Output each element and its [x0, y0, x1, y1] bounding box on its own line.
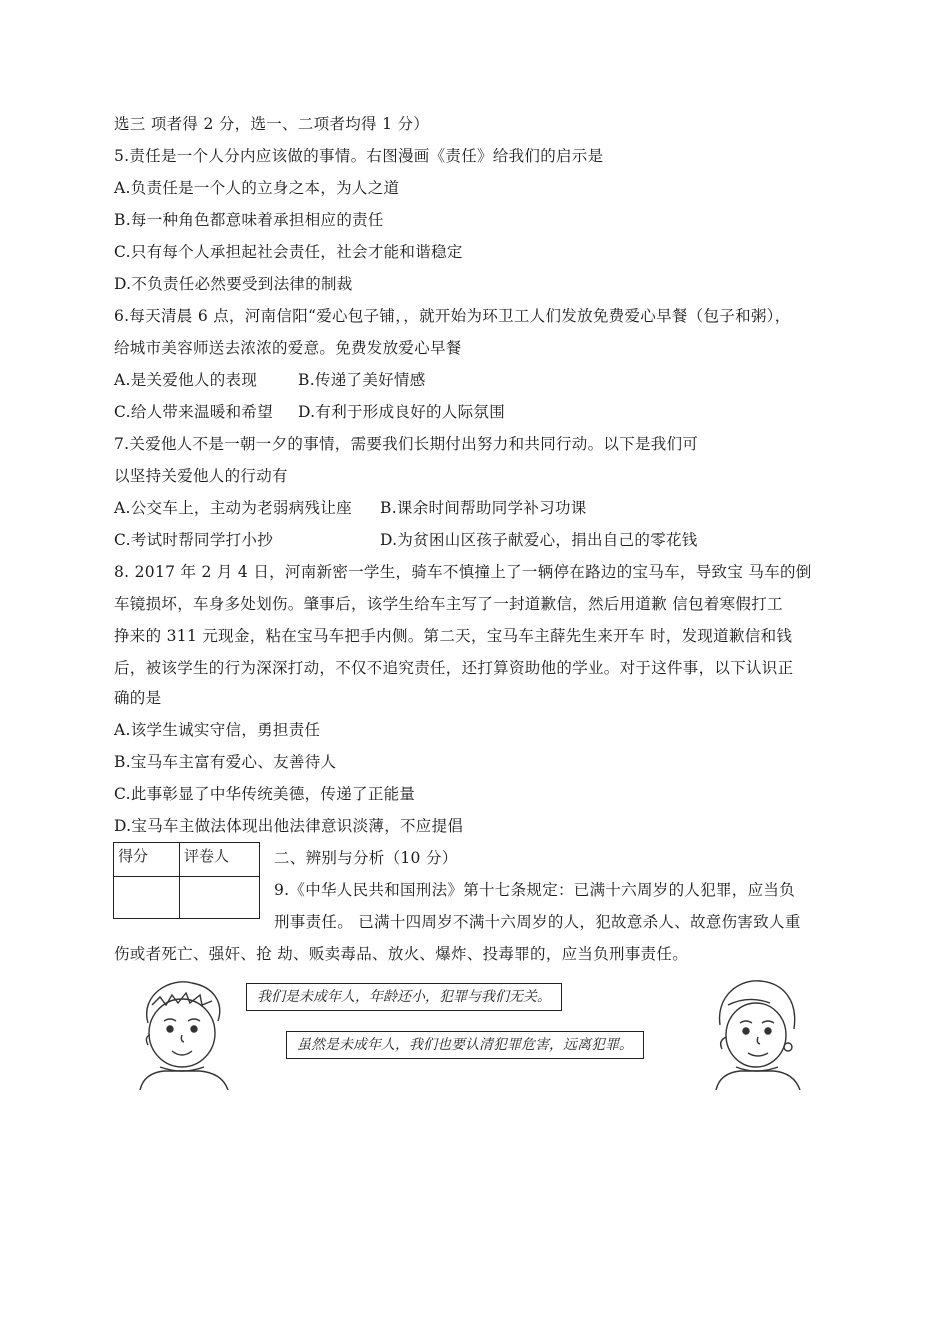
question-5: 5.责任是一个人分内应该做的事情。右图漫画《责任》给我们的启示是 [114, 147, 604, 165]
option-7b: B.课余时间帮助同学补习功课 [380, 499, 587, 517]
option-6b: B.传递了美好情感 [298, 371, 426, 389]
options-6-row1 [114, 370, 814, 390]
question-8-line3: 挣来的 311 元现金，粘在宝马车把手内侧。第二天，宝马车主薛先生来开车 时，发现道歉信和钱 [114, 627, 793, 645]
question-8-line2: 车镜损坏，车身多处划伤。肇事后，该学生给车主写了一封道歉信，然后用道歉 信包着寒假打工 [114, 595, 783, 613]
option-8a: A.该学生诚实守信，勇担责任 [114, 721, 321, 739]
score-header: 得分 [114, 843, 180, 877]
option-6c: C.给人带来温暖和希望 [114, 403, 274, 421]
section-2-title: 二、辨别与分析（10 分） [274, 849, 458, 867]
question-9-line3: 伤或者死亡、强奸、抢 劫、贩卖毒品、放火、爆炸、投毒罪的，应当负刑事责任。 [114, 945, 689, 963]
option-7c: C.考试时帮同学打小抄 [114, 531, 274, 549]
question-9-line1: 9.《中华人民共和国刑法》第十七条规定：已满十六周岁的人犯罪，应当负 [274, 881, 795, 899]
girl-figure-icon [700, 975, 810, 1090]
options-6-row2 [114, 402, 814, 422]
score-table [113, 842, 260, 919]
option-5d: D.不负责任必然要受到法律的制裁 [114, 275, 353, 293]
option-6d: D.有利于形成良好的人际氛围 [298, 403, 506, 421]
grader-header: 评卷人 [180, 843, 260, 877]
boy-speech-bubble: 我们是未成年人，年龄还小，犯罪与我们无关。 [246, 983, 562, 1011]
question-7-line1: 7.关爱他人不是一朝一夕的事情，需要我们长期付出努力和共同行动。以下是我们可 [114, 435, 699, 453]
score-cell[interactable] [114, 877, 180, 919]
question-9-line2: 刑事责任。 已满十四周岁不满十六周岁的人，犯故意杀人、故意伤害致人重 [274, 913, 801, 931]
scoring-note: 选三 项者得 2 分，选一、二项者均得 1 分） [114, 115, 430, 133]
options-7-row2 [114, 530, 814, 550]
question-8-line4: 后，被该学生的行为深深打动，不仅不追究责任，还打算资助他的学业。对于这件事，以下认识正 [114, 659, 794, 677]
option-8d: D.宝马车主做法体现出他法律意识淡薄，不应提倡 [114, 817, 464, 835]
girl-speech-bubble: 虽然是未成年人，我们也要认清犯罪危害，远离犯罪。 [286, 1031, 644, 1059]
option-5c: C.只有每个人承担起社会责任，社会才能和谐稳定 [114, 243, 463, 261]
option-7a: A.公交车上，主动为老弱病残让座 [114, 499, 352, 517]
options-7-row1 [114, 498, 814, 518]
option-8b: B.宝马车主富有爱心、友善待人 [114, 753, 337, 771]
question-6-line1: 6.每天清晨 6 点，河南信阳“爱心包子铺，，就开始为环卫工人们发放免费爱心早餐（包子和粥）， [114, 307, 791, 325]
grader-cell[interactable] [180, 877, 260, 919]
question-7-line2: 以坚持关爱他人的行动有 [114, 467, 288, 485]
question-6-line2: 给城市美容师送去浓浓的爱意。免费发放爱心早餐 [114, 339, 462, 357]
cartoon-illustration [130, 975, 810, 1090]
option-5b: B.每一种角色都意味着承担相应的责任 [114, 211, 384, 229]
boy-figure-icon [130, 975, 240, 1090]
option-6a: A.是关爱他人的表现 [114, 371, 258, 389]
question-8-line5: 确的是 [114, 689, 162, 707]
option-8c: C.此事彰显了中华传统美德，传递了正能量 [114, 785, 416, 803]
option-7d: D.为贫困山区孩子献爱心，捐出自己的零花钱 [380, 531, 698, 549]
question-8-line1: 8. 2017 年 2 月 4 日，河南新密一学生，骑车不慎撞上了一辆停在路边的宝马车，导致宝 马车的倒 [114, 563, 812, 581]
option-5a: A.负责任是一个人的立身之本，为人之道 [114, 179, 400, 197]
